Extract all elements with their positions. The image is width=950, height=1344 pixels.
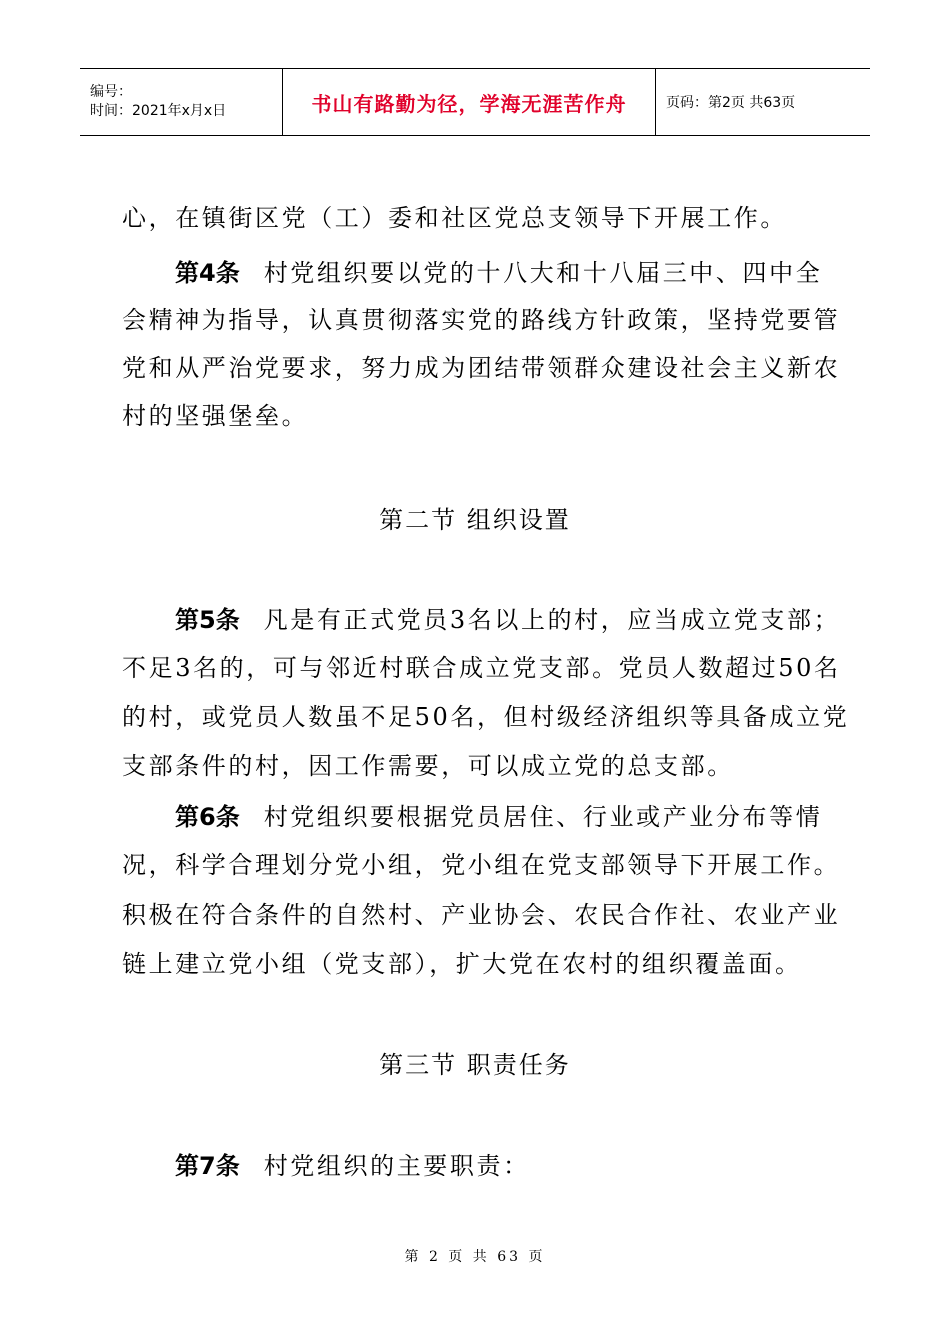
header-motto: 书山有路勤为径，学海无涯苦作舟 [311,91,627,116]
header-page-info: 页码：第2页 共63页 [666,95,796,111]
page-footer: 第 2 页 共 63 页 [404,1249,546,1265]
article-5-text: 凡是有正式党员3名以上的村，应当成立党支部； [263,606,841,634]
paragraph-line: 心，在镇街区党（工）委和社区党总支领导下开展工作。 [122,204,787,232]
section-heading-3: 第三节 职责任务 [379,1051,571,1079]
document-time-label: 时间：2021年x月x日 [90,103,227,119]
article-6-line [175,797,822,832]
document-number-label: 编号： [90,84,132,100]
article-7-text: 村党组织的主要职责： [263,1152,530,1180]
article-4-line: 村的坚强堡垒。 [122,402,309,430]
article-4-line: 会精神为指导，认真贯彻落实党的路线方针政策，坚持党要管 [122,306,841,334]
article-7-label: 第7条 [175,1152,240,1180]
article-6-text: 村党组织要根据党员居住、行业或产业分布等情 [263,803,823,831]
page-header [80,68,870,136]
article-4-text: 村党组织要以党的十八大和十八届三中、四中全 [263,259,823,287]
article-6-line: 链上建立党小组（党支部），扩大党在农村的组织覆盖面。 [122,950,802,978]
header-meta [80,69,282,135]
header-motto-cell [282,69,656,135]
article-5-line: 的村，或党员人数虽不足50名，但村级经济组织等具备成立党 [122,703,850,731]
article-5-line: 支部条件的村，因工作需要，可以成立党的总支部。 [122,752,734,780]
article-7-line [175,1146,530,1181]
article-5-line [175,600,840,635]
article-6-label: 第6条 [175,803,240,831]
article-6-line: 况，科学合理划分党小组，党小组在党支部领导下开展工作。 [122,851,841,879]
article-4-line: 党和从严治党要求，努力成为团结带领群众建设社会主义新农 [122,354,841,382]
article-5-label: 第5条 [175,606,240,634]
article-4-line [175,253,822,288]
article-5-line: 不足3名的，可与邻近村联合成立党支部。党员人数超过50名 [122,654,841,682]
article-6-line: 积极在符合条件的自然村、产业协会、农民合作社、农业产业 [122,901,841,929]
section-heading-2: 第二节 组织设置 [379,506,571,534]
header-page-info-cell [656,69,795,135]
article-4-label: 第4条 [175,259,240,287]
